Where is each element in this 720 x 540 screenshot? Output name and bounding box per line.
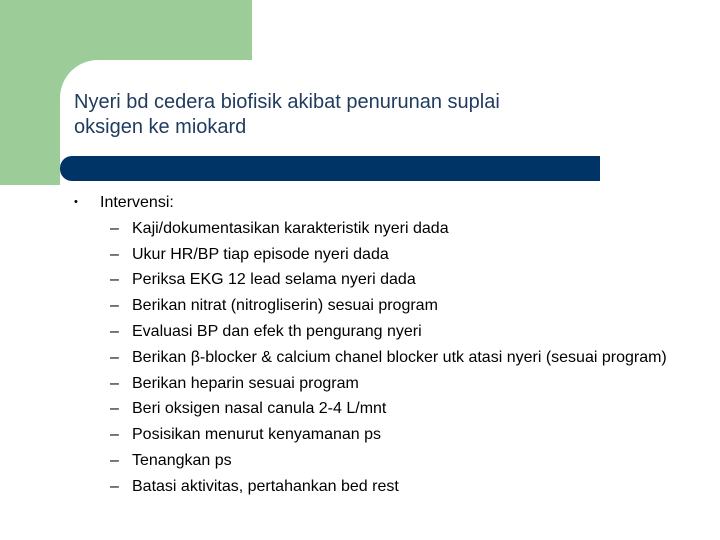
list-item — [74, 293, 714, 319]
bullet-intervensi — [74, 190, 714, 216]
dash-bullet-icon: – — [110, 271, 119, 289]
list-item-text: Beri oksigen nasal canula 2-4 L/mnt — [132, 400, 387, 418]
list-item — [74, 474, 714, 500]
slide-body — [74, 190, 714, 500]
list-item-text: Berikan nitrat (nitrogliserin) sesuai program — [132, 297, 438, 315]
dash-bullet-icon: – — [110, 426, 119, 444]
dash-bullet-icon: – — [110, 374, 119, 392]
dash-bullet-icon: – — [110, 219, 119, 237]
dash-bullet-icon: – — [110, 400, 119, 418]
list-item-text: Berikan β-blocker & calcium chanel blocker utk atasi nyeri (sesuai program) — [132, 348, 667, 366]
list-item — [74, 422, 714, 448]
list-item-text: Kaji/dokumentasikan karakteristik nyeri dada — [132, 219, 449, 237]
list-item — [74, 345, 714, 371]
dash-bullet-icon: – — [110, 245, 119, 263]
slide-title-line-1: Nyeri bd cedera biofisik akibat penurunan suplai — [74, 91, 500, 113]
list-item — [74, 242, 714, 268]
intervention-list — [74, 216, 714, 500]
list-item-text: Evaluasi BP dan efek th pengurang nyeri — [132, 322, 422, 340]
list-item-text: Batasi aktivitas, pertahankan bed rest — [132, 477, 399, 495]
list-item — [74, 396, 714, 422]
list-item — [74, 448, 714, 474]
list-item-text: Berikan heparin sesuai program — [132, 374, 359, 392]
bullet-label: Intervensi: — [100, 194, 174, 211]
slide-title-line-2: oksigen ke miokard — [74, 116, 247, 138]
dash-bullet-icon: – — [110, 297, 119, 315]
dash-bullet-icon: – — [110, 348, 119, 366]
list-item — [74, 267, 714, 293]
dash-bullet-icon: – — [110, 477, 119, 495]
bullet-dot-icon: • — [74, 196, 78, 208]
list-item — [74, 319, 714, 345]
list-item-text: Ukur HR/BP tiap episode nyeri dada — [132, 245, 389, 263]
list-item — [74, 216, 714, 242]
slide-title — [74, 90, 694, 140]
list-item-text: Periksa EKG 12 lead selama nyeri dada — [132, 271, 416, 289]
dash-bullet-icon: – — [110, 322, 119, 340]
list-item — [74, 371, 714, 397]
title-divider-bar — [60, 156, 600, 181]
list-item-text: Posisikan menurut kenyamanan ps — [132, 426, 382, 444]
dash-bullet-icon: – — [110, 451, 119, 469]
list-item-text: Tenangkan ps — [132, 451, 232, 469]
